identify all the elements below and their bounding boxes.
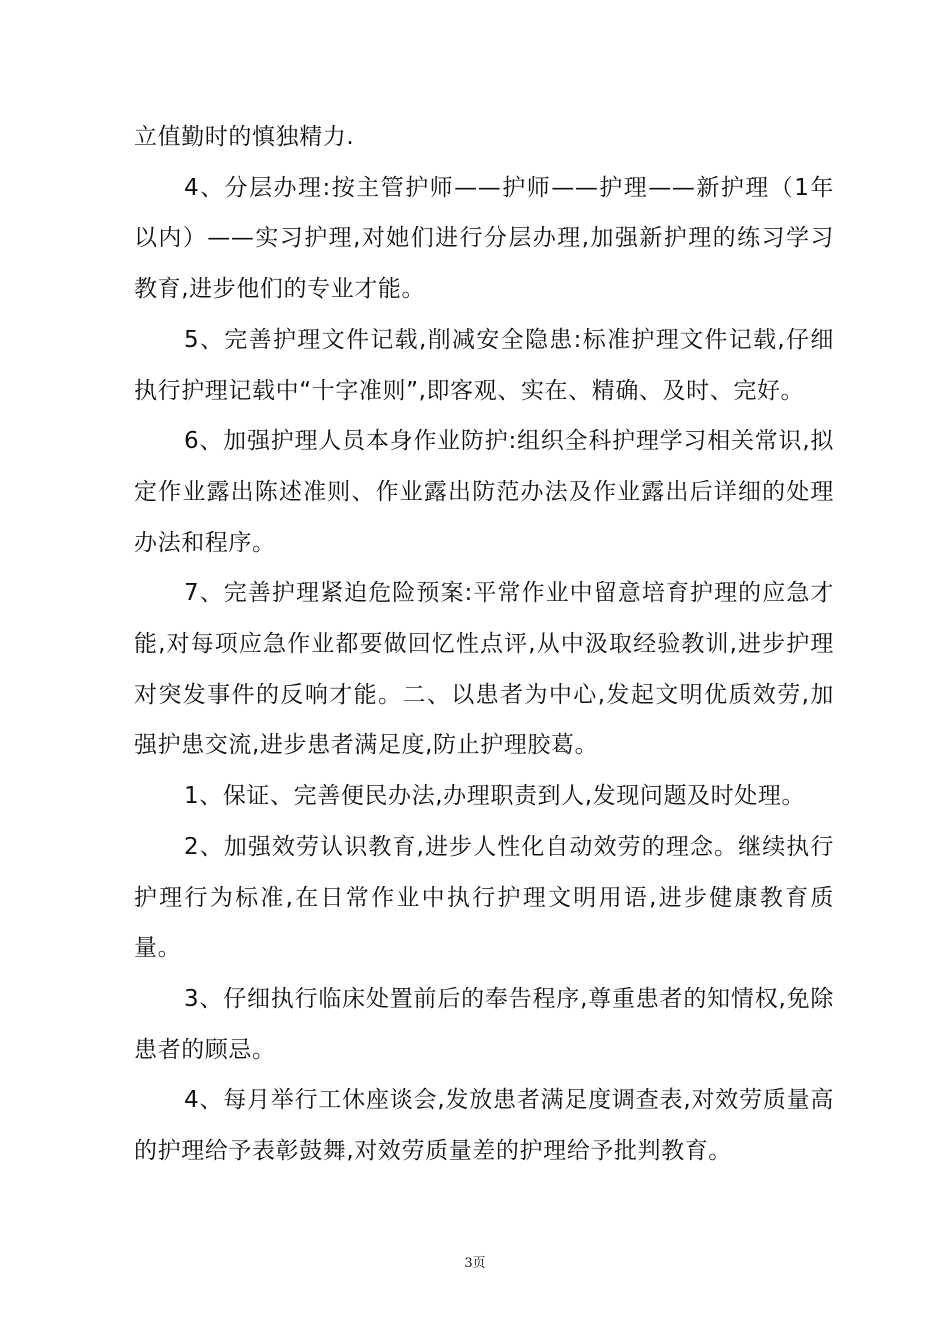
- paragraph-item-2-service-awareness: 2、加强效劳认识教育,进步人性化自动效劳的理念。继续执行护理行为标准,在日常作业中执行护理文明用语,进步健康教育质量。: [134, 833, 834, 962]
- paragraph-item-5-documentation: 5、完善护理文件记载,削减安全隐患:标准护理文件记载,仔细执行护理记载中“十字准则”,即客观、实在、精确、及时、完好。: [134, 326, 834, 404]
- paragraph-item-4-layered-management: 4、分层办理:按主管护师——护师——护理——新护理（1年以内）——实习护理,对她们进行分层办理,加强新护理的练习学习教育,进步他们的专业才能。: [134, 174, 834, 303]
- paragraph-item-3-informed-consent: 3、仔细执行临床处置前后的奉告程序,尊重患者的知情权,免除患者的顾忌。: [134, 985, 834, 1063]
- paragraph-item-7-emergency-plan: 7、完善护理紧迫危险预案:平常作业中留意培育护理的应急才能,对每项应急作业都要做回忆性点评,从中汲取经验教训,进步护理对突发事件的反响才能。二、以患者为中心,发起文明优质效劳,加强护患交流,进步患者满足度,防止护理胶葛。: [134, 580, 834, 759]
- paragraph-item-1-convenience: 1、保证、完善便民办法,办理职责到人,发现问题及时处理。: [184, 783, 806, 810]
- paragraph-item-4-satisfaction-survey: 4、每月举行工休座谈会,发放患者满足度调查表,对效劳质量高的护理给予表彰鼓舞,对效劳质量差的护理给予批判教育。: [134, 1087, 834, 1165]
- paragraph-item-6-occupational-protection: 6、加强护理人员本身作业防护:组织全科护理学习相关常识,拟定作业露出陈述准则、作业露出防范办法及作业露出后详细的处理办法和程序。: [134, 428, 834, 556]
- page-number: 3页: [464, 1256, 486, 1271]
- paragraph-continuation: 立值勤时的慎独精力.: [134, 124, 355, 150]
- document-body: [134, 112, 834, 1177]
